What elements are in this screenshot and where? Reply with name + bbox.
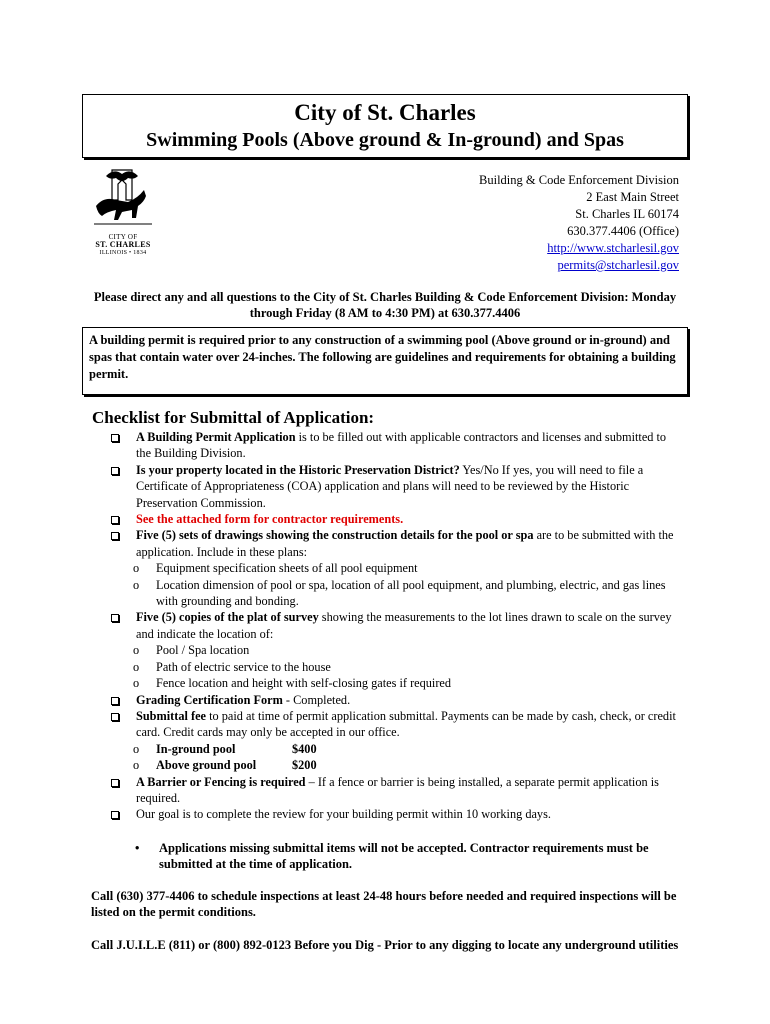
contact-street: 2 East Main Street — [586, 190, 679, 204]
juile-call-note: Call J.U.I.L.E (811) or (800) 892-0123 Before you Dig - Prior to any digging to locate any underground utilities — [91, 938, 679, 952]
city-logo — [92, 166, 154, 258]
checkbox-icon — [111, 811, 119, 819]
checklist-item: See the attached form for contractor requirements. — [111, 511, 681, 527]
page-title: City of St. Charles — [294, 100, 476, 125]
checkbox-icon — [111, 614, 119, 622]
permit-notice-box: A building permit is required prior to any construction of a swimming pool (Above ground or in-ground) and spas that contain water over 24-inches. The following are guidelines and requirements for obtaining a building permit. — [82, 327, 688, 395]
checklist-item: A Barrier or Fencing is required – If a fence or barrier is being installed, a separate permit application is required. — [111, 774, 681, 807]
checkbox-icon — [111, 467, 119, 475]
checklist-item: Our goal is to complete the review for your building permit within 10 working days. — [111, 806, 681, 822]
contact-city: St. Charles IL 60174 — [575, 207, 679, 221]
fee-row: o Above ground pool $200 — [133, 758, 317, 773]
title-box — [82, 94, 688, 158]
checklist-item: A Building Permit Application is to be filled out with applicable contractors and licenses and submitted to the Building Division. — [111, 429, 681, 462]
sub-list-item: o Pool / Spa location — [133, 643, 250, 658]
checklist-item: Grading Certification Form - Completed. — [111, 692, 681, 708]
checklist-title: Checklist for Submittal of Application: — [92, 408, 375, 427]
bullet-icon: • — [135, 841, 140, 855]
checklist-item: Five (5) copies of the plat of survey showing the measurements to the lot lines drawn to scale on the survey and indicate the location of: — [111, 609, 681, 642]
checkbox-icon — [111, 516, 119, 524]
contact-division: Building & Code Enforcement Division — [479, 173, 679, 187]
checklist — [111, 429, 681, 823]
contact-block — [479, 172, 679, 274]
sub-list-item: o Path of electric service to the house — [133, 659, 331, 674]
sub-list-item: o Fence location and height with self-closing gates if required — [133, 676, 452, 691]
checkbox-icon — [111, 779, 119, 787]
page-subtitle: Swimming Pools (Above ground & In-ground) and Spas — [146, 129, 624, 151]
checkbox-icon — [111, 532, 119, 540]
missing-items-note: • Applications missing submittal items will not be accepted. Contractor requirements must be submitted at the time of application. — [135, 841, 649, 871]
contact-phone: 630.377.4406 (Office) — [567, 224, 679, 238]
fee-row: o In-ground pool $400 — [133, 741, 317, 756]
checkbox-icon — [111, 713, 119, 721]
website-link[interactable]: http://www.stcharlesil.gov — [547, 241, 679, 255]
checkbox-icon — [111, 697, 119, 705]
logo-text-line3: ILLINOIS • 1834 — [99, 250, 147, 256]
logo-text-line2: ST. CHARLES — [95, 240, 151, 249]
fox-tree-logo-icon — [92, 166, 154, 228]
checklist-item: Is your property located in the Historic Preservation District? Yes/No If yes, you will need to file a Certificate of Appropriateness (COA) application and plans will need to be reviewed by the Historic Preservation Commission. — [111, 462, 681, 511]
direct-questions: Please direct any and all questions to the City of St. Charles Building & Code Enforcement Division: Monday through Friday (8 AM to 4:30 PM) at 630.377.4406 — [93, 290, 677, 320]
checklist-item: Five (5) sets of drawings showing the construction details for the pool or spa are to be submitted with the application. Include in these plans: — [111, 527, 681, 560]
inspections-call-note: Call (630) 377-4406 to schedule inspections at least 24-48 hours before needed and required inspections will be listed on the permit conditions. — [91, 889, 677, 919]
checklist-item: Submittal fee to paid at time of permit application submittal. Payments can be made by cash, check, or credit card. Credit cards may only be accepted in our office. — [111, 708, 681, 741]
sub-list-item: o Location dimension of pool or spa, location of all pool equipment, and plumbing, electric, and gas lines with grounding and bonding. — [133, 577, 666, 609]
logo-text-line1: CITY OF — [108, 233, 138, 241]
sub-list-item: o Equipment specification sheets of all pool equipment — [133, 561, 418, 576]
email-link[interactable]: permits@stcharlesil.gov — [557, 258, 679, 272]
checkbox-icon — [111, 434, 119, 442]
